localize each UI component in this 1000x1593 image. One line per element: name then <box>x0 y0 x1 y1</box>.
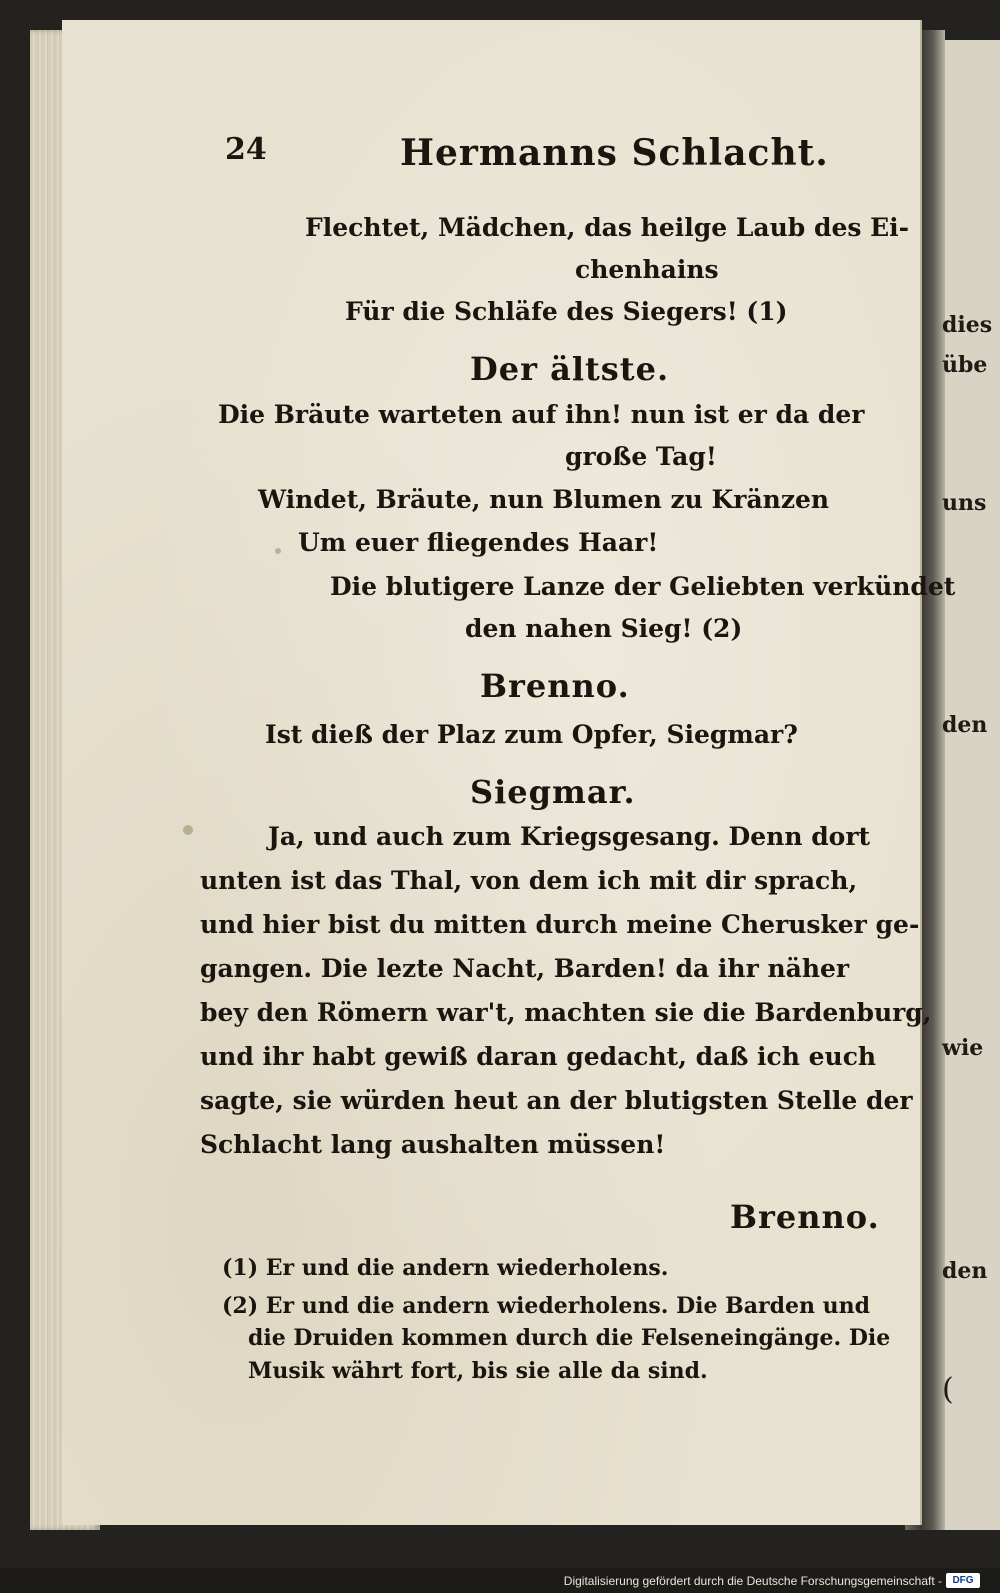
prose-line: unten ist das Thal, von dem ich mit dir sprach, <box>200 866 858 895</box>
dfg-logo: DFG <box>946 1573 980 1588</box>
footnote-line: die Druiden kommen durch die Felseneingänge. Die <box>248 1325 891 1351</box>
next-page-fragment: uns <box>942 490 987 516</box>
speaker-heading: Siegmar. <box>470 773 636 811</box>
verse-line: große Tag! <box>565 442 717 471</box>
verse-line: Windet, Bräute, nun Blumen zu Kränzen <box>258 485 830 514</box>
prose-line: Ja, und auch zum Kriegsgesang. Denn dort <box>268 822 871 851</box>
speaker-heading: Der ältste. <box>470 350 670 388</box>
verse-line: Die blutigere Lanze der Geliebten verkündet <box>330 572 956 601</box>
prose-line: und hier bist du mitten durch meine Cherusker ge- <box>200 910 920 939</box>
next-page-fragment: übe <box>942 352 988 378</box>
catchword: Brenno. <box>730 1198 880 1236</box>
next-page-fragment: den <box>942 712 988 738</box>
next-page-fragment: ( <box>942 1372 954 1407</box>
speaker-heading: Brenno. <box>480 667 630 705</box>
page-number: 24 <box>225 132 267 167</box>
prose-line: sagte, sie würden heut an der blutigsten Stelle der <box>200 1086 913 1115</box>
prose-line: Schlacht lang aushalten müssen! <box>200 1130 666 1159</box>
next-page-fragment: dies <box>942 312 993 338</box>
footnote-line: Musik währt fort, bis sie alle da sind. <box>248 1358 708 1384</box>
verse-line: Für die Schläfe des Siegers! (1) <box>345 297 788 326</box>
footnote-line: (1) Er und die andern wiederholens. <box>222 1255 669 1281</box>
verse-line: Die Bräute warteten auf ihn! nun ist er da der <box>218 400 865 429</box>
verse-line: den nahen Sieg! (2) <box>465 614 743 643</box>
ink-stain <box>275 548 281 554</box>
verse-line: Um euer fliegendes Haar! <box>298 528 659 557</box>
footnote-line: (2) Er und die andern wiederholens. Die Barden und <box>222 1293 871 1319</box>
next-page-fragment: wie <box>942 1035 984 1061</box>
prose-line: und ihr habt gewiß daran gedacht, daß ich euch <box>200 1042 877 1071</box>
verse-line: Flechtet, Mädchen, das heilge Laub des Ei- <box>305 213 910 242</box>
prose-line: bey den Römern war't, machten sie die Bardenburg, <box>200 998 932 1027</box>
next-page-fragment: den <box>942 1258 988 1284</box>
prose-line: gangen. Die lezte Nacht, Barden! da ihr näher <box>200 954 850 983</box>
running-title: Hermanns Schlacht. <box>400 132 829 174</box>
footer-credit: Digitalisierung gefördert durch die Deutsche Forschungsgemeinschaft - <box>563 1574 942 1588</box>
ink-stain <box>183 825 193 835</box>
verse-line: Ist dieß der Plaz zum Opfer, Siegmar? <box>265 720 798 749</box>
verse-line: chenhains <box>575 255 719 284</box>
